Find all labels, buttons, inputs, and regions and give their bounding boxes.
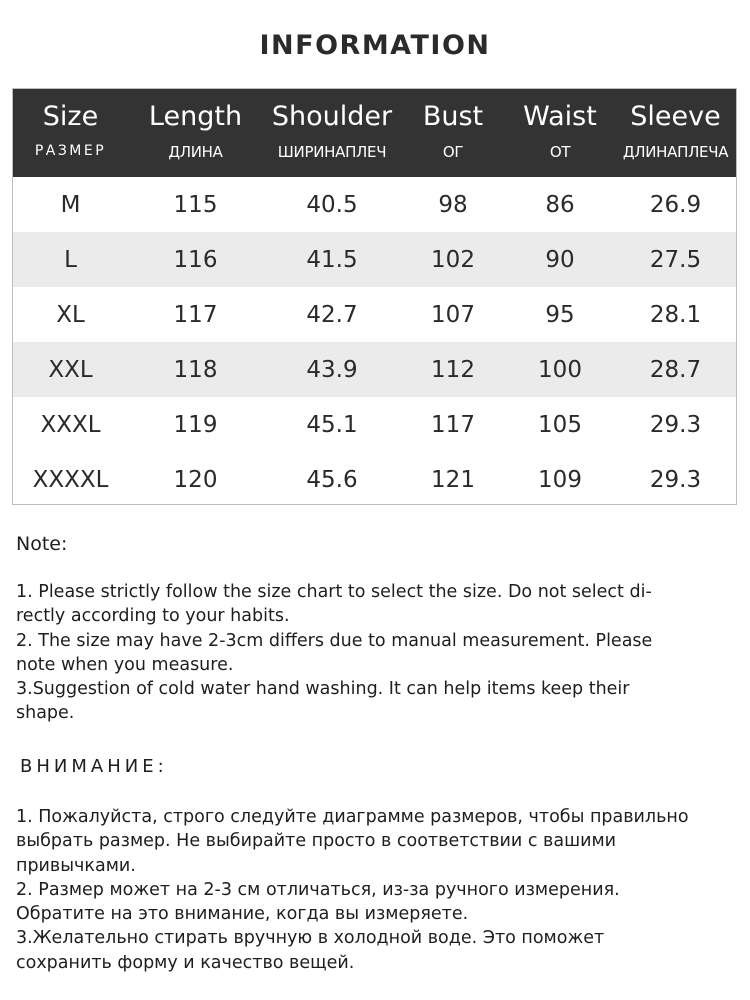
note-line: rectly according to your habits. (16, 606, 290, 627)
cell-sleeve: 27.5 (649, 246, 702, 273)
table-row (13, 287, 736, 342)
header-waist-ru: ОТ (549, 143, 571, 161)
cell-size: XL (56, 301, 85, 328)
cell-bust: 121 (431, 466, 475, 493)
cell-shoulder: 45.1 (306, 411, 358, 438)
ru-note-text (16, 805, 726, 975)
ru-note-line: сохранить форму и качество вещей. (16, 952, 355, 973)
ru-note-line: 3.Желательно стирать вручную в холодной воде. Это поможет (16, 928, 605, 949)
cell-bust: 98 (438, 191, 468, 218)
header-sleeve-en: Sleeve (630, 101, 721, 132)
cell-length: 118 (173, 356, 218, 383)
header-length-en: Length (148, 101, 243, 132)
note-line: 1. Please strictly follow the size chart to select the size. Do not select di- (16, 582, 652, 602)
header-sleeve-ru: ДЛИНАПЛЕЧА (622, 143, 729, 161)
ru-note-line: выбрать размер. Не выбирайте просто в соответствии с вашими (16, 831, 617, 852)
cell-length: 115 (173, 191, 218, 218)
note-line: 2. The size may have 2-3cm differs due to manual measurement. Please (16, 630, 653, 651)
cell-waist: 95 (545, 301, 575, 328)
page-title: INFORMATION (259, 30, 491, 61)
ru-note-line: Обратите на это внимание, когда вы измеряете. (16, 904, 469, 925)
note-line: note when you measure. (16, 654, 234, 675)
cell-sleeve: 26.9 (649, 191, 702, 218)
cell-shoulder: 41.5 (306, 246, 358, 273)
table-row (13, 342, 736, 397)
ru-note-line: 1. Пожалуйста, строго следуйте диаграмме размеров, чтобы правильно (16, 807, 689, 827)
cell-length: 116 (173, 246, 218, 273)
cell-size: XXXL (40, 411, 101, 438)
table-row (13, 177, 736, 232)
cell-sleeve: 28.7 (649, 356, 702, 383)
cell-shoulder: 45.6 (306, 466, 358, 493)
header-shoulder-ru: ШИРИНАПЛЕЧ (277, 143, 387, 161)
table-row (13, 232, 736, 287)
cell-waist: 105 (538, 411, 582, 438)
note-line: 3.Suggestion of cold water hand washing. It can help items keep their (16, 679, 630, 700)
size-chart-table (12, 88, 737, 505)
cell-size: M (60, 191, 81, 218)
cell-sleeve: 28.1 (649, 301, 702, 328)
ru-note-line: привычками. (16, 855, 136, 876)
cell-shoulder: 43.9 (306, 356, 358, 383)
header-length-ru: ДЛИНА (168, 143, 223, 161)
header-size (13, 89, 128, 177)
header-bust-en: Bust (422, 101, 484, 132)
cell-sleeve: 29.3 (649, 411, 702, 438)
cell-bust: 112 (431, 356, 475, 383)
header-size-ru: РАЗМЕР (34, 143, 107, 159)
cell-waist: 109 (538, 466, 582, 493)
header-waist (505, 89, 615, 177)
header-sleeve (615, 89, 736, 177)
note-line: shape. (16, 703, 75, 724)
cell-bust: 117 (431, 411, 475, 438)
table-header (13, 89, 736, 177)
cell-waist: 90 (545, 246, 575, 273)
cell-bust: 102 (431, 246, 475, 273)
note-heading: Note: (16, 533, 68, 555)
cell-shoulder: 40.5 (306, 191, 358, 218)
header-length (128, 89, 263, 177)
cell-length: 117 (173, 301, 218, 328)
ru-note-heading: ВНИМАНИЕ: (20, 756, 168, 777)
cell-bust: 107 (431, 301, 475, 328)
note-text (16, 580, 726, 726)
header-size-en: Size (42, 101, 99, 132)
cell-shoulder: 42.7 (306, 301, 358, 328)
header-shoulder (263, 89, 401, 177)
table-row (13, 452, 736, 507)
header-waist-en: Waist (523, 101, 597, 132)
header-shoulder-en: Shoulder (271, 101, 393, 132)
header-bust-ru: ОГ (442, 143, 464, 161)
cell-size: XXL (48, 356, 93, 383)
cell-waist: 100 (538, 356, 582, 383)
cell-length: 120 (173, 466, 218, 493)
header-bust (401, 89, 505, 177)
cell-size: L (64, 246, 77, 273)
cell-sleeve: 29.3 (649, 466, 702, 493)
table-row (13, 397, 736, 452)
cell-size: XXXXL (32, 466, 109, 493)
cell-waist: 86 (545, 191, 575, 218)
ru-note-line: 2. Размер может на 2-3 см отличаться, из-за ручного измерения. (16, 879, 620, 900)
cell-length: 119 (173, 411, 218, 438)
